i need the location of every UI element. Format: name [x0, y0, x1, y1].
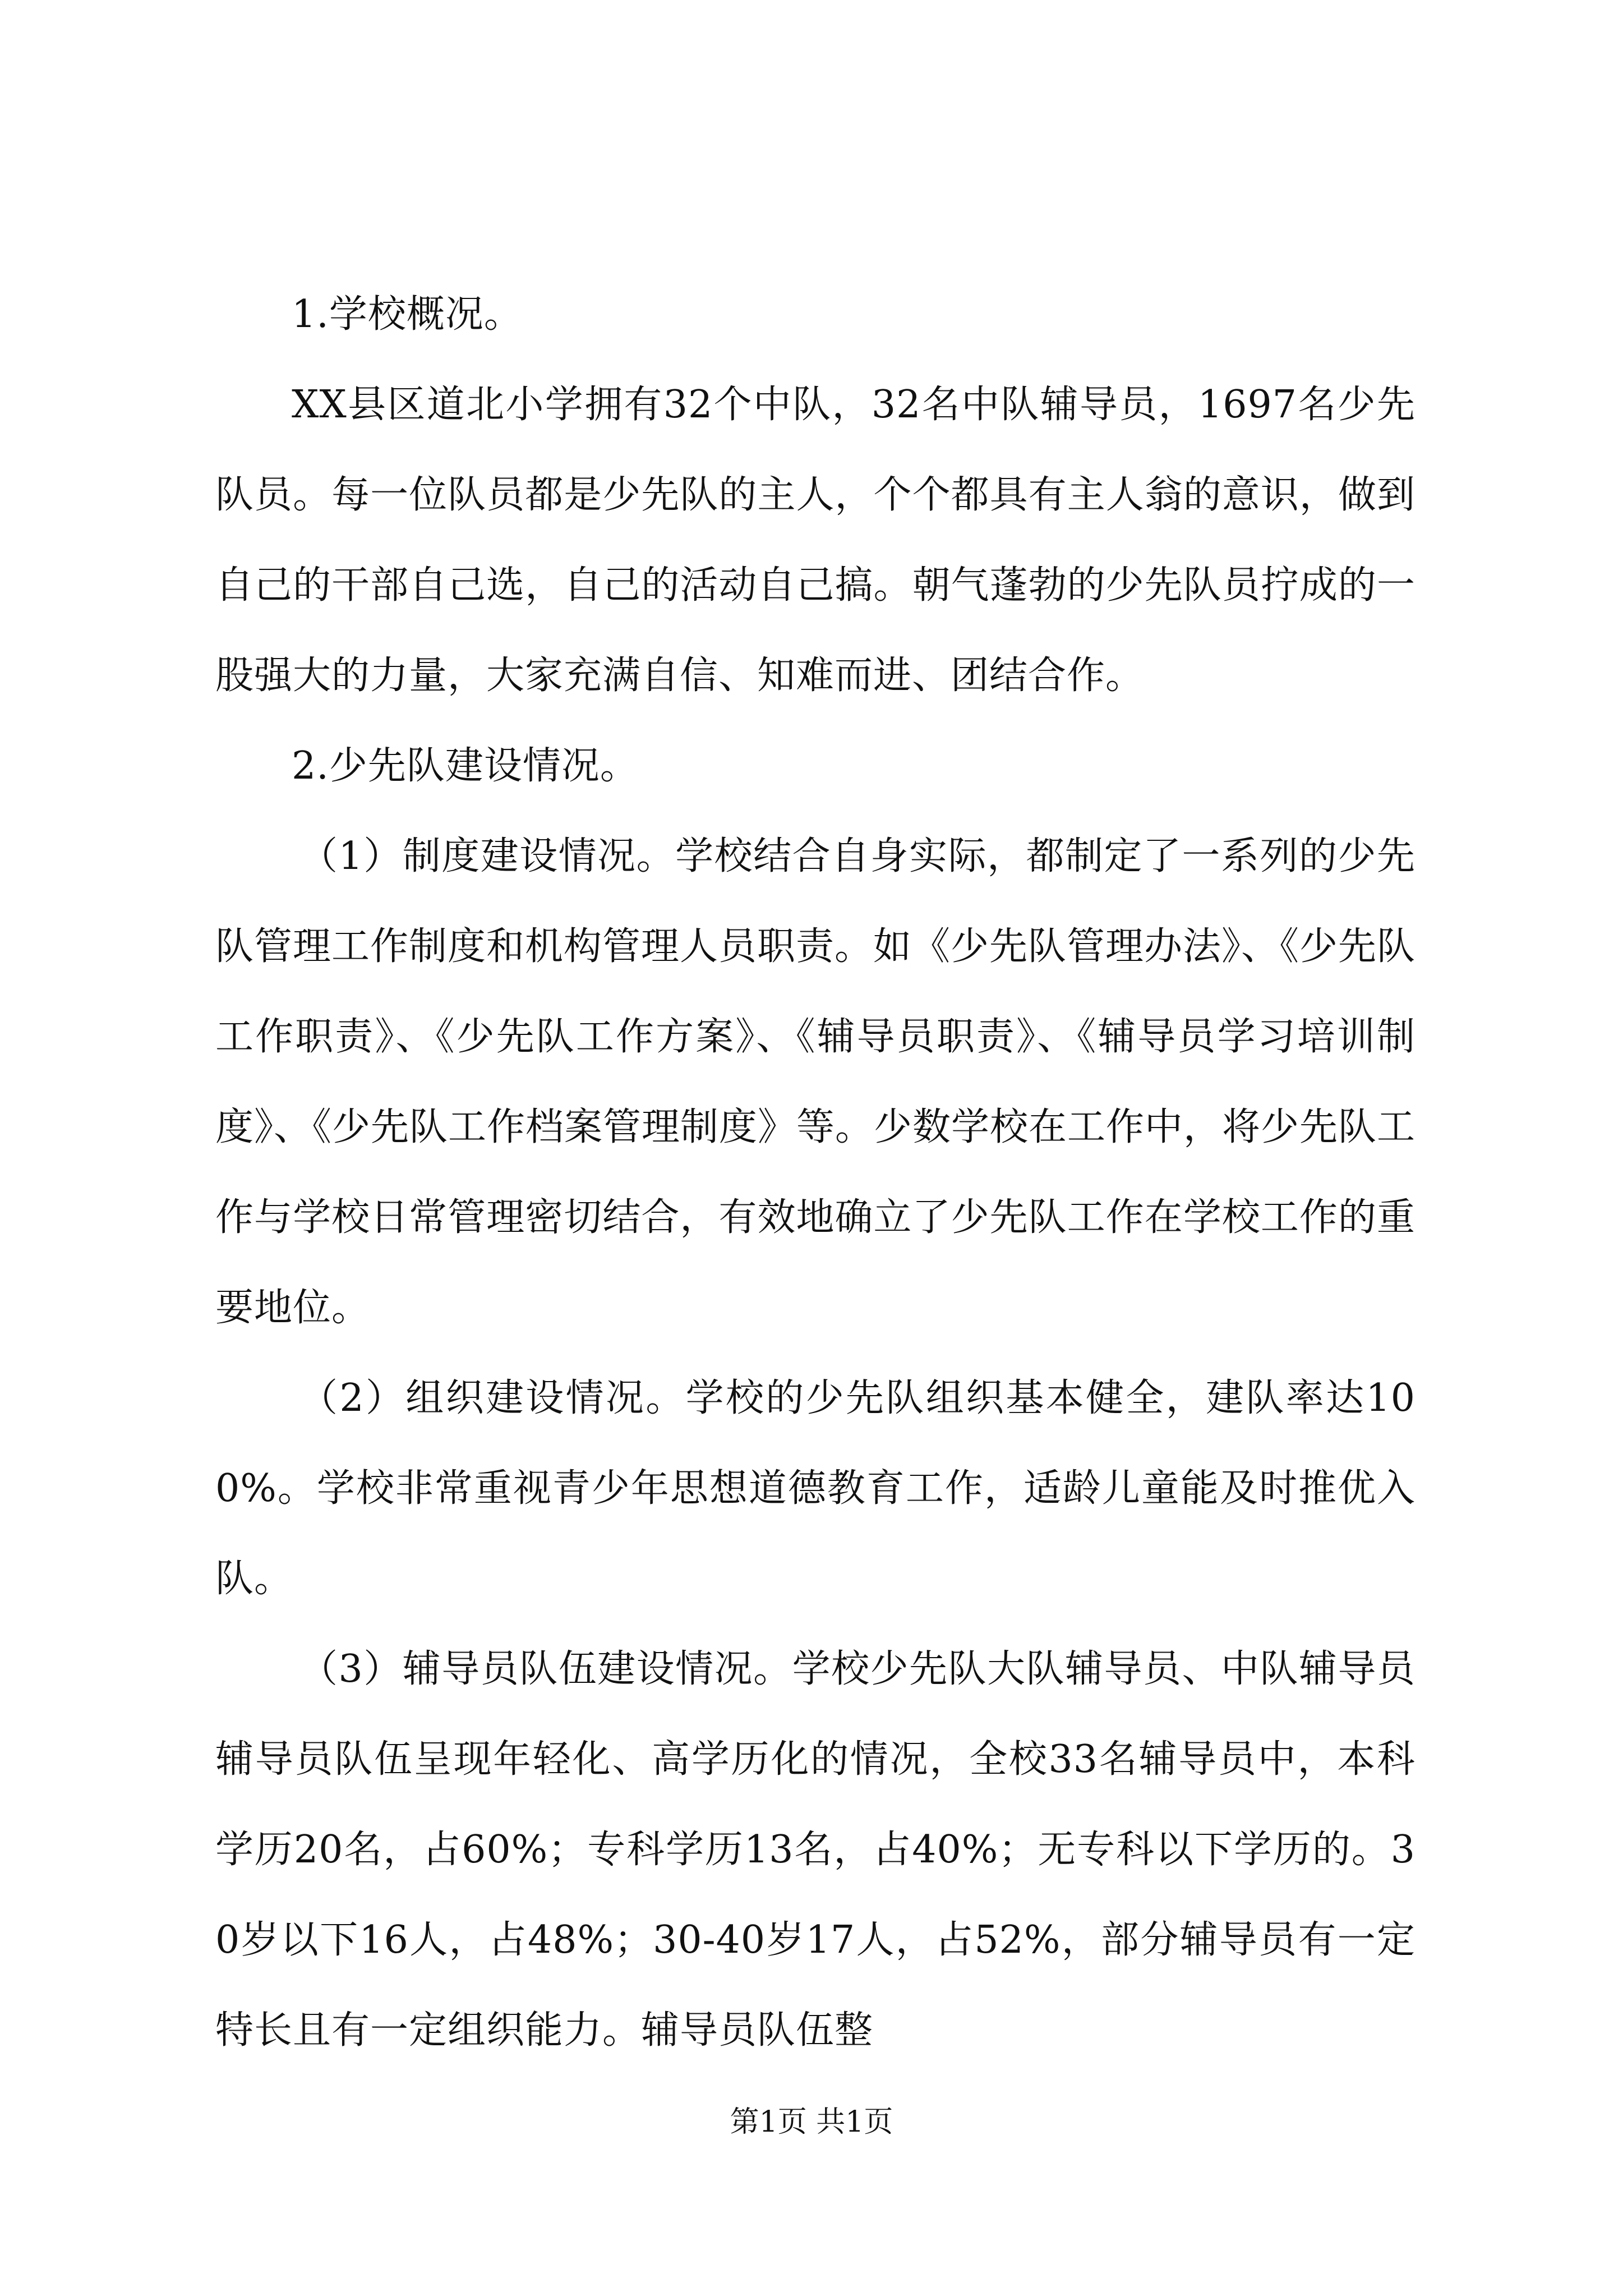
- section-2-title: 2.少先队建设情况。: [292, 744, 639, 788]
- document-body: [215, 269, 1415, 2076]
- section-2-paragraph-1: （1）制度建设情况。学校结合自身实际，都制定了一系列的少先队管理工作制度和机构管理人员职责。如《少先队管理办法》、《少先队工作职责》、《少先队工作方案》、《辅导员职责》、《辅导员学习培训制度》、《少先队工作档案管理制度》等。少数学校在工作中，将少先队工作与学校日常管理密切结合，有效地确立了少先队工作在学校工作的重要地位。: [215, 834, 1416, 1330]
- section-2-paragraph-2: （2）组织建设情况。学校的少先队组织基本健全，建队率达100%。学校非常重视青少年思想道德教育工作，适龄儿童能及时推优入队。: [215, 1376, 1415, 1601]
- page-footer: 第1页 共1页: [730, 2105, 893, 2139]
- section-1-paragraph: XX县区道北小学拥有32个中队，32名中队辅导员，1697名少先队员。每一位队员都是少先队的主人，个个都具有主人翁的意识，做到自己的干部自己选，自己的活动自己搞。朝气蓬勃的少先队员拧成的一股强大的力量，大家充满自信、知难而进、团结合作。: [215, 383, 1415, 698]
- section-1-title: 1.学校概况。: [292, 292, 523, 337]
- section-2-paragraph-3: （3）辅导员队伍建设情况。学校少先队大队辅导员、中队辅导员辅导员队伍呈现年轻化、高学历化的情况，全校33名辅导员中，本科学历20名，占60%；专科学历13名，占40%；无专科以下学历的。30岁以下16人，占48%；30-40岁17人，占52%，部分辅导员有一定特长且有一定组织能力。辅导员队伍整: [215, 1647, 1415, 2053]
